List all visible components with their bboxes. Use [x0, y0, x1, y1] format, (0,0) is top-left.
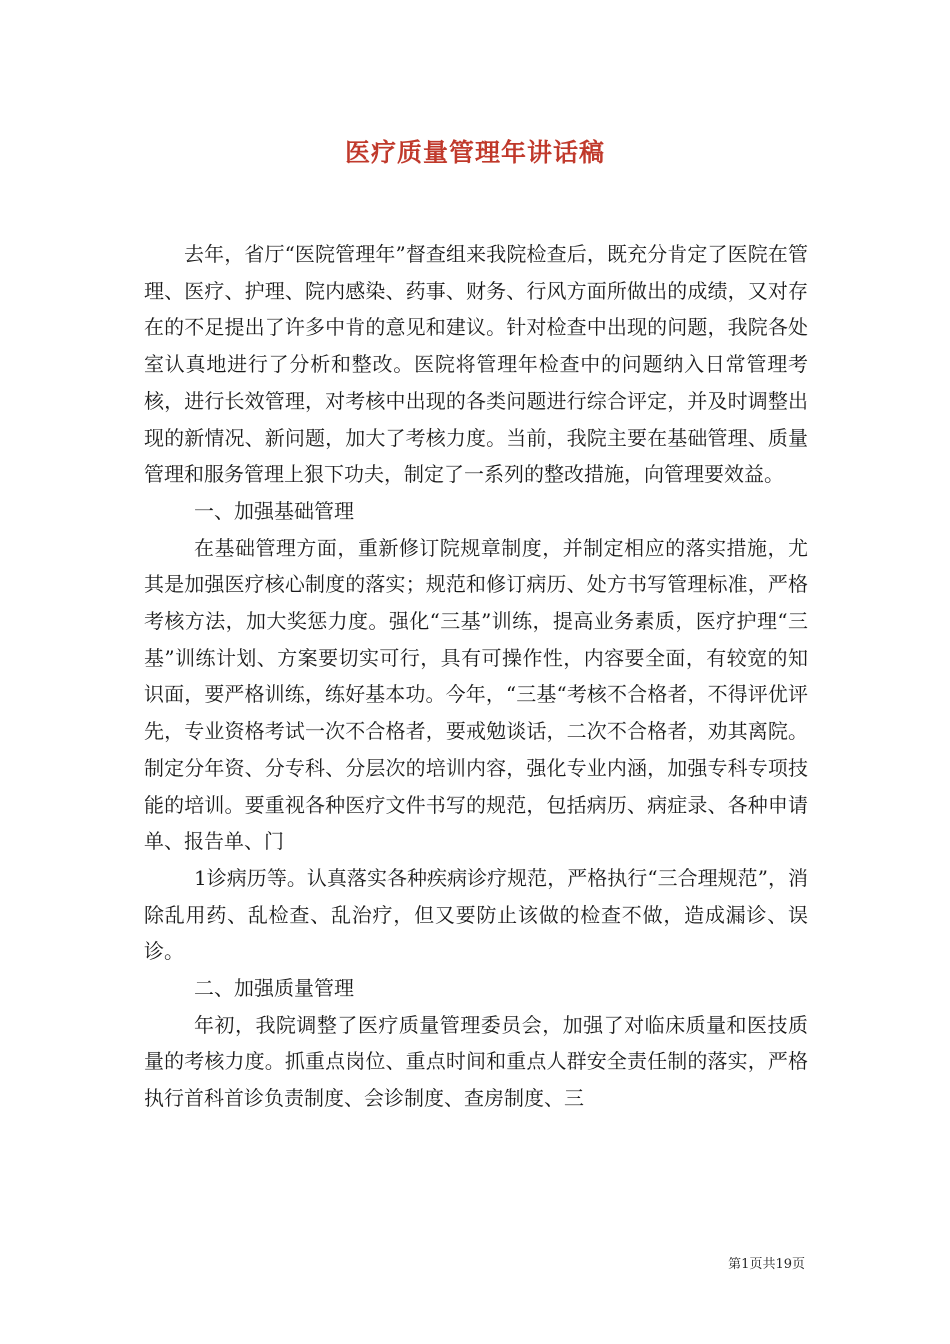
section-heading-basic-management: 一、加强基础管理: [194, 498, 354, 523]
paragraph-quality-management: 年初，我院调整了医疗质量管理委员会，加强了对临床质量和医技质量的考核力度。抓重点岗位、重点时间和重点人群安全责任制的落实，严格执行首科首诊负责制度、会诊制度、查房制度、三: [144, 1012, 808, 1111]
section-heading-quality-management: 二、加强质量管理: [194, 976, 354, 1001]
document-body: [144, 236, 808, 1117]
paragraph-basic-management: 在基础管理方面，重新修订院规章制度，并制定相应的落实措施，尤其是加强医疗核心制度的落实；规范和修订病历、处方书写管理标准，严格考核方法，加大奖惩力度。强化“三基”训练，提高业务素质，医疗护理“三基”训练计划、方案要切实可行，具有可操作性，内容要全面，有较宽的知识面，要严格训练，练好基本功。今年，“三基“考核不合格者，不得评优评先，专业资格考试一次不合格者，要戒勉谈话，二次不合格者，劝其离院。制定分年资、分专科、分层次的培训内容，强化专业内涵，加强专科专项技能的培训。要重视各种医疗文件书写的规范，包括病历、病症录、各种申请单、报告单、门: [144, 535, 808, 854]
paragraph-diagnosis-norms: 1诊病历等。认真落实各种疾病诊疗规范，严格执行“三合理规范”，消除乱用药、乱检查、乱治疗，但又要防止该做的检查不做，造成漏诊、误诊。: [144, 865, 808, 964]
page-number-footer: 第1页共19页: [728, 1257, 805, 1272]
document-title: 医疗质量管理年讲话稿: [344, 138, 605, 167]
paragraph-intro: 去年，省厅“医院管理年”督查组来我院检查后，既充分肯定了医院在管理、医疗、护理、院内感染、药事、财务、行风方面所做出的成绩，又对存在的不足提出了许多中肯的意见和建议。针对检查中出现的问题，我院各处室认真地进行了分析和整改。医院将管理年检查中的问题纳入日常管理考核，进行长效管理，对考核中出现的各类问题进行综合评定，并及时调整出现的新情况、新问题，加大了考核力度。当前，我院主要在基础管理、质量管理和服务管理上狠下功夫，制定了一系列的整改措施，向管理要效益。: [144, 242, 808, 487]
